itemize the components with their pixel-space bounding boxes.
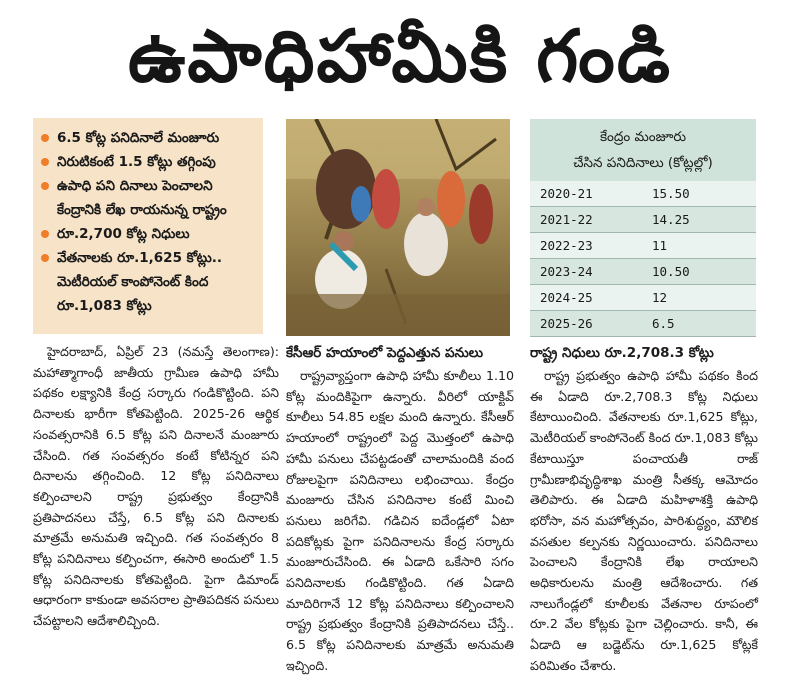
workers-photo bbox=[286, 119, 510, 336]
section-subheading: రాష్ట్ర నిధులు రూ.2,708.3 కోట్లు bbox=[530, 345, 714, 361]
bullet-dot-icon bbox=[41, 182, 49, 190]
table-title: కేంద్రం మంజూరు చేసిన పనిదినాలు (కోట్లల్లో) bbox=[530, 119, 756, 181]
article-column-2 bbox=[286, 342, 514, 677]
table-row: 2025-26 6.5 bbox=[530, 311, 756, 337]
bullet-item: నిరుటికంటే 1.5 కోట్లు తగ్గింపు bbox=[41, 150, 257, 174]
bullet-item: రూ.2,700 కోట్ల నిధులు bbox=[41, 222, 257, 246]
workers-illustration bbox=[286, 119, 510, 336]
workdays-table bbox=[530, 119, 756, 337]
headline: ఉపాధిహామీకి గండి bbox=[127, 14, 673, 98]
table-body bbox=[530, 181, 756, 337]
bullet-item: ఉపాధి పని దినాలు పెంచాలని కేంద్రానికి లేఖ రాయనున్న రాష్ట్రం bbox=[41, 174, 257, 222]
photo-caption: కేసీఆర్ హయాంలో పెద్దఎత్తున పనులు bbox=[286, 345, 483, 361]
bullet-dot-icon bbox=[41, 230, 49, 238]
bullet-item: 6.5 కోట్ల పనిదినాలే మంజూరు bbox=[41, 126, 257, 150]
table-row: 2020-21 15.50 bbox=[530, 181, 756, 207]
table-row: 2022-23 11 bbox=[530, 233, 756, 259]
table-row: 2024-25 12 bbox=[530, 285, 756, 311]
article-paragraph: రాష్ట్ర ప్రభుత్వం ఉపాధి హామీ పథకం కింద ఈ ఏడాది రూ.2,708.3 కోట్ల నిధులు కేటాయించింది. వేతనాలకు రూ.1,625 కోట్లు, మెటీరియల్ కాంపోనెంట్ కింద రూ.1,083 కోట్లు కేటాయిస్తూ పంచాయతీ రాజ్ గ్రామీణాభివృద్ధిశాఖ మంత్రి సీతక్క ఆమోదం తెలిపారు. ఈ ఏడాది మహిళాశక్తి ఉపాధి భరోసా, వన మహోత్సవం, పారిశుద్ధ్యం, మౌలిక వసతుల కల్పనకు నిర్ణయించారు. పనిదినాలు పెంచాలని కేంద్రానికి లేఖ రాయాలని అధికారులను మంత్రి ఆదేశించారు. గత నాలుగేండ్లలో కూలీలకు వేతనాల రూపంలో రూ.2 వేల కోట్లకు పైగా చెల్లించారు. కానీ, ఈ ఏడాది ఆ బడ్జెట్‌ను రూ.1,625 కోట్లకే పరిమితం చేశారు. bbox=[530, 368, 758, 673]
article-paragraph: రాష్ట్రవ్యాప్తంగా ఉపాధి హామీ కూలీలు 1.10 కోట్ల మందికిపైగా ఉన్నారు. వీరిలో యాక్టివ్ కూలీలు 54.85 లక్షల మంది ఉన్నారు. కేసీఆర్ హయాంలో రాష్ట్రంలో పెద్ద మొత్తంలో ఉపాధి హామీ పనులు చేపట్టడంతో చాలామందికి వంద రోజులపైగా పనిదినాలు లభించాయి. కేంద్రం మంజూరు చేసిన పనిదినాల కంటే మించి పనులు జరిగేవి. గడిచిన ఐదేండ్లలో ఏటా పదికోట్లకు పైగా పనిదినాలను కేంద్ర సర్కారు మంజూరుచేసింది. ఈ ఏడాది ఒకేసారి సగం పనిదినాలకు గండికొట్టింది. గత ఏడాది మాదిరిగానే 12 కోట్ల పనిదినాలు కల్పించాలని రాష్ట్ర ప్రభుత్వం కేంద్రానికి ప్రతిపాదనలు చేస్తే.. 6.5 కోట్ల పనిదినాలకు మాత్రమే అనుమతి ఇచ్చింది. bbox=[286, 368, 514, 673]
article-paragraph: హైదరాబాద్, ఏప్రిల్ 23 (నమస్తే తెలంగాణ): మహాత్మాగాంధీ జాతీయ గ్రామీణ ఉపాధి హామీ పథకం లక్ష్యానికి కేంద్ర సర్కారు గండికొట్టింది. పని దినాలకు భారీగా కోతపెట్టింది. 2025-26 ఆర్థిక సంవత్సరానికి 6.5 కోట్ల పని దినాలనే మంజూరు చేసింది. గత సంవత్సరం కంటే కోటిన్నర పని దినాలను తగ్గించింది. 12 కోట్ల పనిదినాలు కల్పించాలని రాష్ట్ర ప్రభుత్వం కేంద్రానికి ప్రతిపాదనలు చేస్తే, 6.5 కోట్ల పని దినాలకు మాత్రమే అనుమతి ఇచ్చింది. గత సంవత్సరం 8 కోట్ల పనిదినాలు కల్పించగా, ఈసారి అందులో 1.5 కోట్ల పనిదినాలకు కోతపెట్టింది. పైగా డిమాండ్ ఆధారంగా కాకుండా అవసరాల ప్రాతిపదికన పనులు చేపట్టాలని ఆదేశాలిచ్చింది. bbox=[33, 344, 279, 629]
article-column-3 bbox=[530, 342, 758, 677]
highlights-box bbox=[33, 118, 263, 334]
bullet-dot-icon bbox=[41, 254, 49, 262]
bullet-dot-icon bbox=[41, 134, 49, 142]
bullet-item: వేతనాలకు రూ.1,625 కోట్లు.. మెటీరియల్ కాంపోనెంట్ కింద రూ.1,083 కోట్లు bbox=[41, 246, 257, 318]
table-row: 2023-24 10.50 bbox=[530, 259, 756, 285]
article-column-1 bbox=[33, 342, 279, 632]
bullet-dot-icon bbox=[41, 158, 49, 166]
table-row: 2021-22 14.25 bbox=[530, 207, 756, 233]
